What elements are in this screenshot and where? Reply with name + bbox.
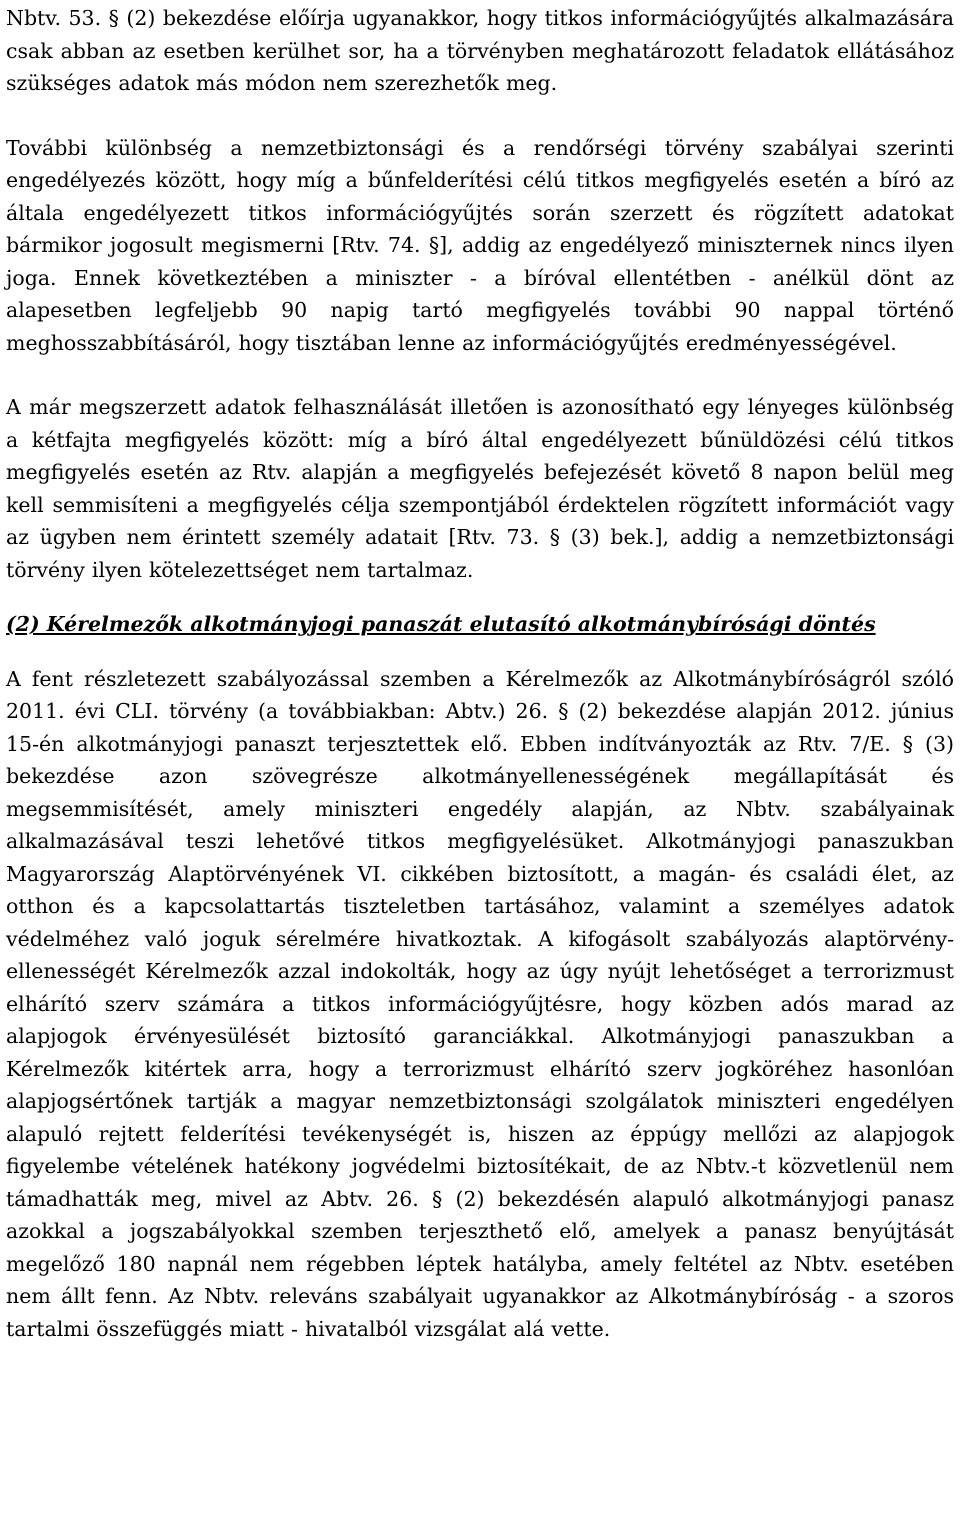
document-page (6, 2, 954, 1345)
paragraph-alkotmanyjogi-panasz: A fent részletezett szabályozással szemben a Kérelmezők az Alkotmánybíróságról szóló 2011. évi CLI. törvény (a továbbiakban: Abtv.) 26. § (2) bekezdése alapján 2012. június 15-én alkotmányjogi panaszt terjesztettek elő. Ebben indítványozták az Rtv. 7/E. § (3) bekezdése azon szövegrésze alkotmányellenességének megállapítását és megsemmisítését, amely miniszteri engedély alapján, az Nbtv. szabályainak alkalmazásával teszi lehetővé titkos megfigyelésüket. Alkotmányjogi panaszukban Magyarország Alaptörvényének VI. cikkében biztosított, a magán- és családi élet, az otthon és a kapcsolattartás tiszteletben tartásához, valamint a személyes adatok védelméhez való joguk sérelmére hivatkoztak. A kifogásolt szabályozás alaptörvény-ellenességét Kérelmezők azzal indokolták, hogy az úgy nyújt lehetőséget a terrorizmust elhárító szerv számára a titkos információgyűjtésre, hogy közben adós marad az alapjogok érvényesülését biztosító garanciákkal. Alkotmányjogi panaszukban a Kérelmezők kitértek arra, hogy a terrorizmust elhárító szerv jogköréhez hasonlóan alapjogsértőnek tartják a magyar nemzetbiztonsági szolgálatok miniszteri engedélyen alapuló rejtett felderítési tevékenységét is, hiszen az éppúgy mellőzi az alapjogok figyelembe vételének hatékony jogvédelmi biztosítékait, de az Nbtv.-t közvetlenül nem támadhatták meg, mivel az Abtv. 26. § (2) bekezdésén alapuló alkotmányjogi panasz azokkal a jogszabályokkal szemben terjeszthető elő, amelyek a panasz benyújtását megelőző 180 napnál nem régebben léptek hatályba, amely feltétel az Nbtv. esetében nem állt fenn. Az Nbtv. releváns szabályait ugyanakkor az Alkotmánybíróság - a szoros tartalmi összefüggés miatt - hivatalból vizsgálat alá vette. (6, 666, 954, 1341)
paragraph-engedelyezes-kulonbseg: További különbség a nemzetbiztonsági és a rendőrségi törvény szabályai szerinti engedélyezés között, hogy míg a bűnfelderítési célú titkos megfigyelés esetén a bíró az általa engedélyezett titkos információgyűjtés során szerzett és rögzített adatokat bármikor jogosult megismerni [Rtv. 74. §], addig az engedélyező miniszternek nincs ilyen joga. Ennek következtében a miniszter - a bíróval ellentétben - anélkül dönt az alapesetben legfeljebb 90 napig tartó megfigyelés további 90 nappal történő meghosszabbításáról, hogy tisztában lenne az információgyűjtés eredményességével. (6, 135, 954, 355)
paragraph-adatok-felhasznalasa: A már megszerzett adatok felhasználását illetően is azonosítható egy lényeges különbség a kétfajta megfigyelés között: míg a bíró által engedélyezett bűnüldözési célú titkos megfigyelés esetén az Rtv. alapján a megfigyelés befejezését követő 8 napon belül meg kell semmisíteni a megfigyelés célja szempontjából érdektelen rögzített információt vagy az ügyben nem érintett személy adatait [Rtv. 73. § (3) bek.], addig a nemzetbiztonsági törvény ilyen kötelezettséget nem tartalmaz. (6, 395, 954, 582)
paragraph-nbtv-53: Nbtv. 53. § (2) bekezdése előírja ugyanakkor, hogy titkos információgyűjtés alkalmazására csak abban az esetben kerülhet sor, ha a törvényben meghatározott feladatok ellátásához szükséges adatok más módon nem szerezhetők meg. (6, 6, 954, 95)
section-heading: (2) Kérelmezők alkotmányjogi panaszát elutasító alkotmánybírósági döntés (6, 612, 876, 636)
